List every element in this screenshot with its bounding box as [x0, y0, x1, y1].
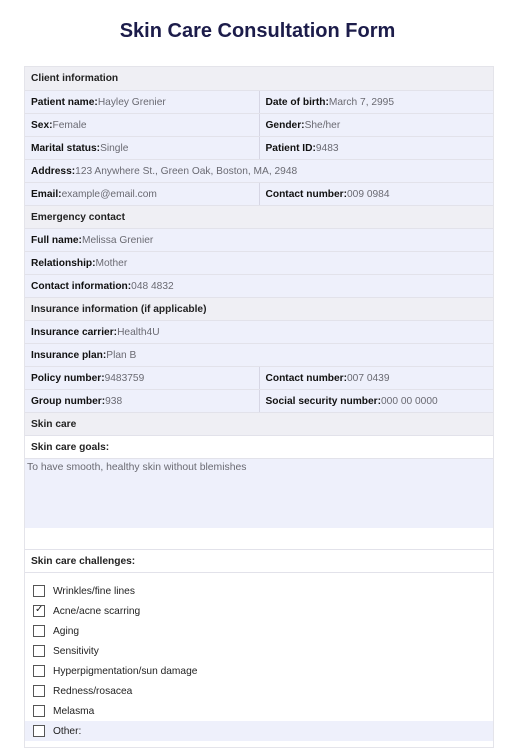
section-insurance-information: [25, 297, 493, 320]
marital-status-field[interactable]: [25, 137, 259, 159]
field-label: Insurance plan:: [31, 349, 107, 361]
field-label: Social security number:: [265, 395, 381, 407]
checkbox-label: Wrinkles/fine lines: [53, 585, 135, 597]
form-title: Skin Care Consultation Form: [119, 20, 396, 42]
field-value: She/her: [304, 119, 341, 131]
form-row: [25, 159, 493, 182]
checkbox-box[interactable]: [33, 685, 45, 697]
challenge-hyperpigmentation-checkbox[interactable]: [25, 661, 493, 681]
checkbox-label: Sensitivity: [53, 645, 99, 657]
group-number-field[interactable]: [25, 390, 259, 412]
form-row: [25, 343, 493, 366]
insurance-plan-field[interactable]: [25, 344, 493, 366]
field-value: March 7, 2995: [328, 96, 395, 108]
section-client-information: [25, 67, 493, 90]
field-label: Policy number:: [31, 372, 105, 384]
field-label: Gender:: [265, 119, 305, 131]
field-value: Health4U: [117, 326, 160, 338]
insurance-carrier-field[interactable]: [25, 321, 493, 343]
field-value: 048 4832: [131, 280, 174, 292]
checkbox-box[interactable]: [33, 645, 45, 657]
checkbox-label: Hyperpigmentation/sun damage: [53, 665, 198, 677]
checkbox-box[interactable]: [33, 625, 45, 637]
checkbox-label: Aging: [53, 625, 80, 637]
field-label: Contact number:: [265, 372, 347, 384]
form-row: [25, 228, 493, 251]
field-label: Marital status:: [31, 142, 101, 154]
field-value: 009 0984: [347, 188, 390, 200]
challenge-wrinkles-checkbox[interactable]: [25, 581, 493, 601]
field-label: Patient name:: [31, 96, 98, 108]
checkbox-label: Melasma: [53, 705, 95, 717]
section-heading: Skin care: [31, 418, 77, 430]
sex-field[interactable]: [25, 114, 259, 136]
field-value: 000 00 0000: [381, 395, 438, 407]
patient-name-field[interactable]: [25, 91, 259, 113]
form-row: [25, 251, 493, 274]
field-value: 9483: [315, 142, 339, 154]
insurance-contact-number-field[interactable]: [259, 367, 494, 389]
checkbox-box[interactable]: [33, 725, 45, 737]
field-value: Mother: [95, 257, 128, 269]
field-value: Plan B: [106, 349, 137, 361]
skin-care-goals-label: Skin care goals:: [31, 441, 110, 453]
section-heading: Emergency contact: [31, 211, 125, 223]
checkbox-box[interactable]: [33, 705, 45, 717]
field-label: Contact information:: [31, 280, 132, 292]
field-value: example@email.com: [61, 188, 157, 200]
social-security-number-field[interactable]: [259, 390, 494, 412]
gender-field[interactable]: [259, 114, 494, 136]
section-heading: Client information: [31, 73, 119, 84]
section-emergency-contact: [25, 205, 493, 228]
patient-id-field[interactable]: [259, 137, 494, 159]
form-row: [25, 182, 493, 205]
form-row: [25, 320, 493, 343]
field-label: Relationship:: [31, 257, 96, 269]
field-label: Patient ID:: [265, 142, 316, 154]
field-label: Contact number:: [265, 188, 347, 200]
field-value: 938: [105, 395, 123, 407]
emergency-full-name-field[interactable]: [25, 229, 493, 251]
date-of-birth-field[interactable]: [259, 91, 494, 113]
field-label: Insurance carrier:: [31, 326, 118, 338]
form-row: [25, 435, 493, 458]
check-icon: ✓: [35, 604, 44, 615]
form-row: [25, 136, 493, 159]
field-value: Female: [52, 119, 87, 131]
form-row: [25, 274, 493, 297]
challenge-melasma-checkbox[interactable]: [25, 701, 493, 721]
field-label: Full name:: [31, 234, 82, 246]
skin-care-goals-textarea[interactable]: To have smooth, healthy skin without blemishes: [25, 458, 493, 528]
field-label: Address:: [31, 165, 76, 177]
checkbox-label: Other:: [53, 725, 82, 737]
challenge-aging-checkbox[interactable]: [25, 621, 493, 641]
form-row: [25, 389, 493, 412]
field-label: Sex:: [31, 119, 53, 131]
checkbox-box[interactable]: [33, 605, 45, 617]
challenge-sensitivity-checkbox[interactable]: [25, 641, 493, 661]
checkbox-label: Acne/acne scarring: [53, 605, 141, 617]
field-value: Single: [100, 142, 129, 154]
field-value: 9483759: [104, 372, 145, 384]
section-heading: Insurance information (if applicable): [31, 303, 207, 315]
challenge-redness-checkbox[interactable]: [25, 681, 493, 701]
form-row: [25, 113, 493, 136]
section-skin-care: [25, 412, 493, 435]
skin-care-challenges-list: [25, 572, 493, 747]
relationship-field[interactable]: [25, 252, 493, 274]
form-row: [25, 366, 493, 389]
field-label: Email:: [31, 188, 62, 200]
policy-number-field[interactable]: [25, 367, 259, 389]
checkbox-box[interactable]: [33, 585, 45, 597]
field-label: Date of birth:: [265, 96, 329, 108]
field-value: Hayley Grenier: [97, 96, 166, 108]
field-value: 123 Anywhere St., Green Oak, Boston, MA, 2948: [75, 165, 298, 177]
spacer: [25, 528, 493, 549]
checkbox-label: Redness/rosacea: [53, 685, 133, 697]
address-field[interactable]: [25, 160, 493, 182]
form-row: [25, 549, 493, 572]
form-row: [25, 90, 493, 113]
emergency-contact-information-field[interactable]: [25, 275, 493, 297]
checkbox-box[interactable]: [33, 665, 45, 677]
challenge-acne-checkbox[interactable]: [25, 601, 493, 621]
skin-care-challenges-label: Skin care challenges:: [31, 555, 136, 567]
field-label: Group number:: [31, 395, 106, 407]
field-value: 007 0439: [347, 372, 390, 384]
email-field[interactable]: [25, 183, 259, 205]
consultation-form: [24, 66, 494, 748]
field-value: Melissa Grenier: [81, 234, 154, 246]
challenge-other-checkbox[interactable]: [25, 721, 493, 741]
contact-number-field[interactable]: [259, 183, 494, 205]
